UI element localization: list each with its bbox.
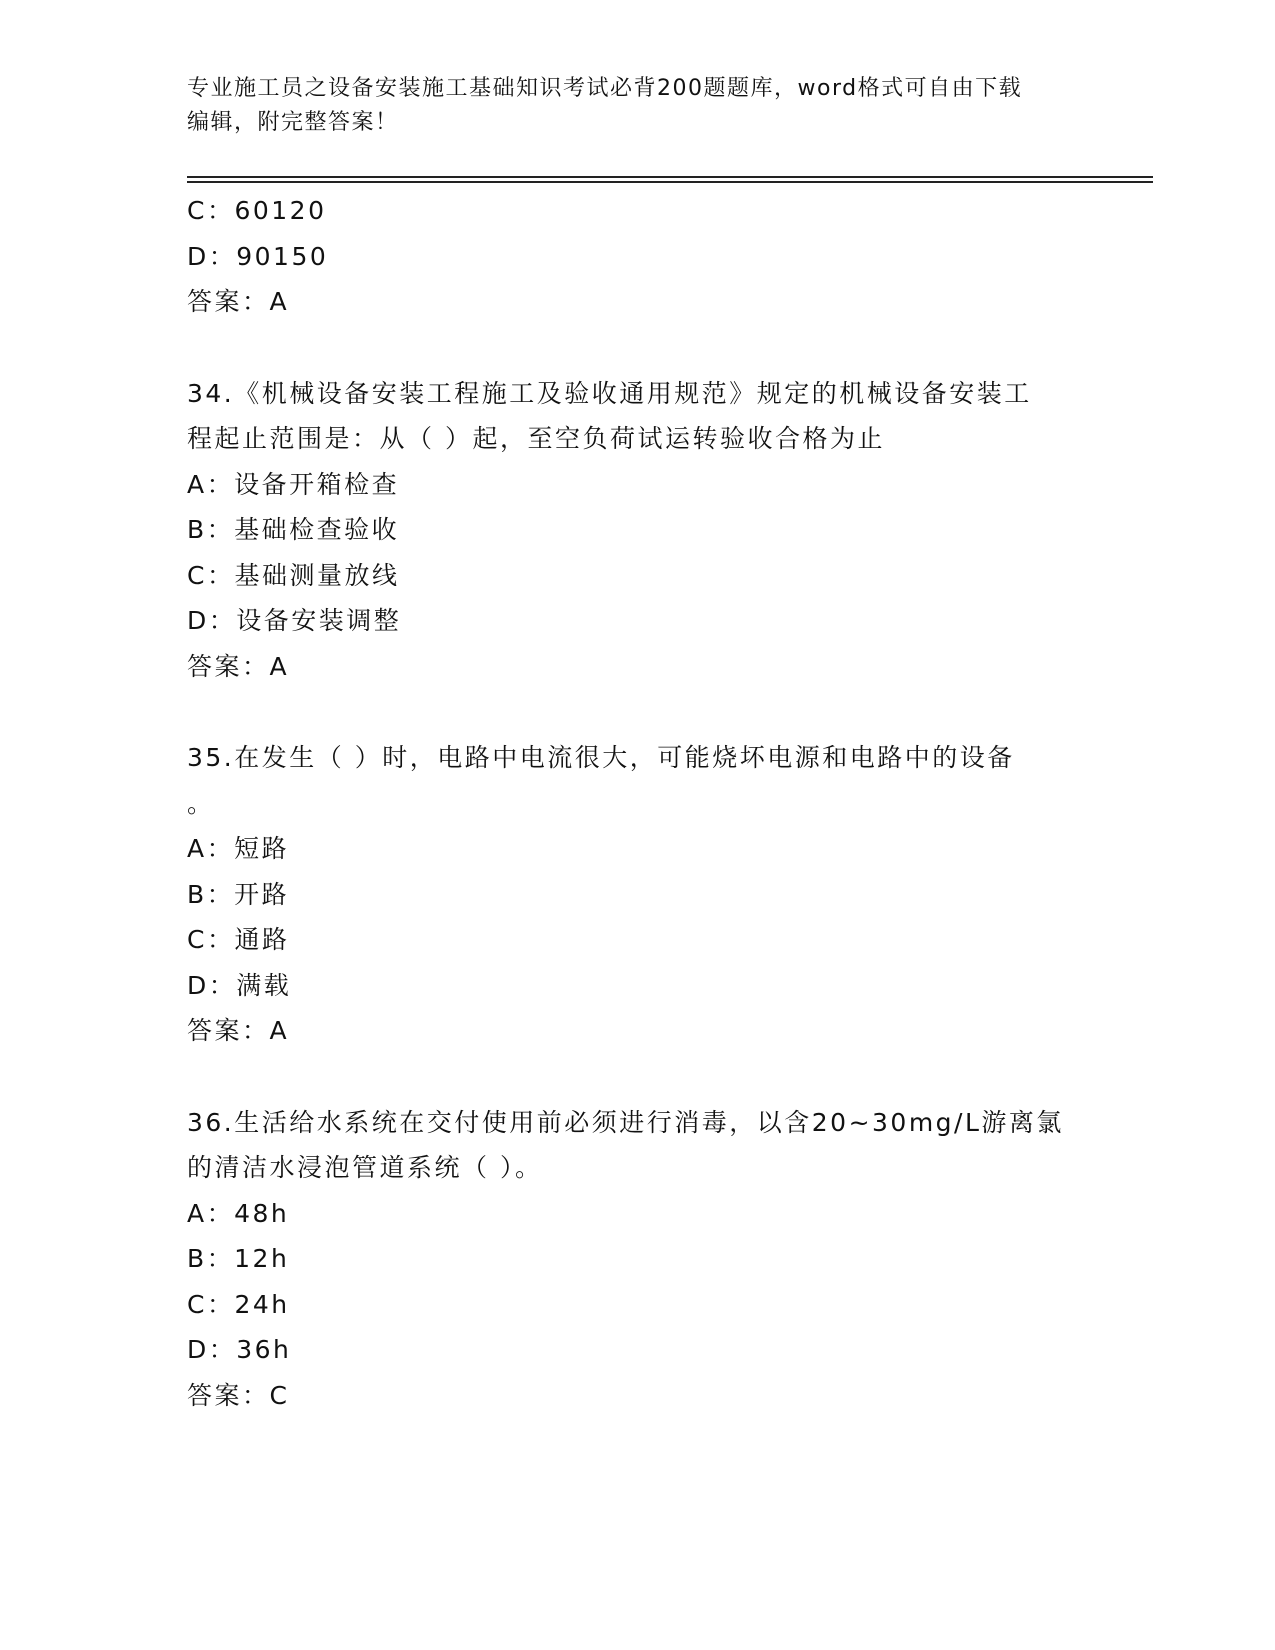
question-content: [187, 188, 1087, 1418]
option-a: A：短路: [187, 834, 290, 863]
option-a: A：48h: [187, 1198, 290, 1228]
prev-question-block: [187, 188, 1087, 325]
stem-line: 34.《机械设备安装工程施工及验收通用规范》规定的机械设备安装工: [187, 378, 1032, 408]
question-stem: [187, 1100, 1087, 1191]
stem-line: 35.在发生（ ）时，电路中电流很大，可能烧坏电源和电路中的设备: [187, 743, 1015, 772]
option-d: D：36h: [187, 1335, 292, 1364]
option-b: B：12h: [187, 1244, 290, 1273]
option-c: C：60120: [187, 196, 327, 225]
header-rule-top: [187, 176, 1153, 178]
option-c: C：24h: [187, 1289, 290, 1319]
answer: 答案：C: [187, 1380, 290, 1410]
question-35: [187, 735, 1087, 1054]
answer: 答案：A: [187, 287, 290, 316]
spacer: [187, 1054, 1087, 1100]
question-stem: [187, 371, 1087, 462]
header-rule-bottom: [187, 181, 1153, 183]
option-c: C：通路: [187, 925, 290, 954]
option-d: D：设备安装调整: [187, 606, 402, 635]
stem-line: 程起止范围是：从（ ）起，至空负荷试运转验收合格为止: [187, 424, 885, 453]
header-line-1: 专业施工员之设备安装施工基础知识考试必背200题题库，word格式可自由下载: [187, 76, 1023, 101]
option-b: B：开路: [187, 879, 290, 909]
page-header: [187, 72, 1087, 140]
spacer: [187, 689, 1087, 735]
question-stem: [187, 735, 1087, 826]
spacer: [187, 325, 1087, 371]
option-d: D：满载: [187, 970, 292, 1000]
answer: 答案：A: [187, 651, 290, 681]
stem-line: 的清洁水浸泡管道系统（ ）。: [187, 1153, 543, 1182]
option-a: A：设备开箱检查: [187, 469, 400, 499]
option-c: C：基础测量放线: [187, 560, 400, 590]
stem-line: 。: [187, 788, 215, 818]
option-d: D：90150: [187, 241, 329, 271]
question-36: [187, 1100, 1087, 1419]
stem-line: 36.生活给水系统在交付使用前必须进行消毒，以含20~30mg/L游离氯: [187, 1107, 1064, 1137]
question-34: [187, 371, 1087, 690]
header-line-2: 编辑，附完整答案！: [187, 110, 399, 135]
answer: 答案：A: [187, 1016, 290, 1045]
option-b: B：基础检查验收: [187, 515, 400, 544]
